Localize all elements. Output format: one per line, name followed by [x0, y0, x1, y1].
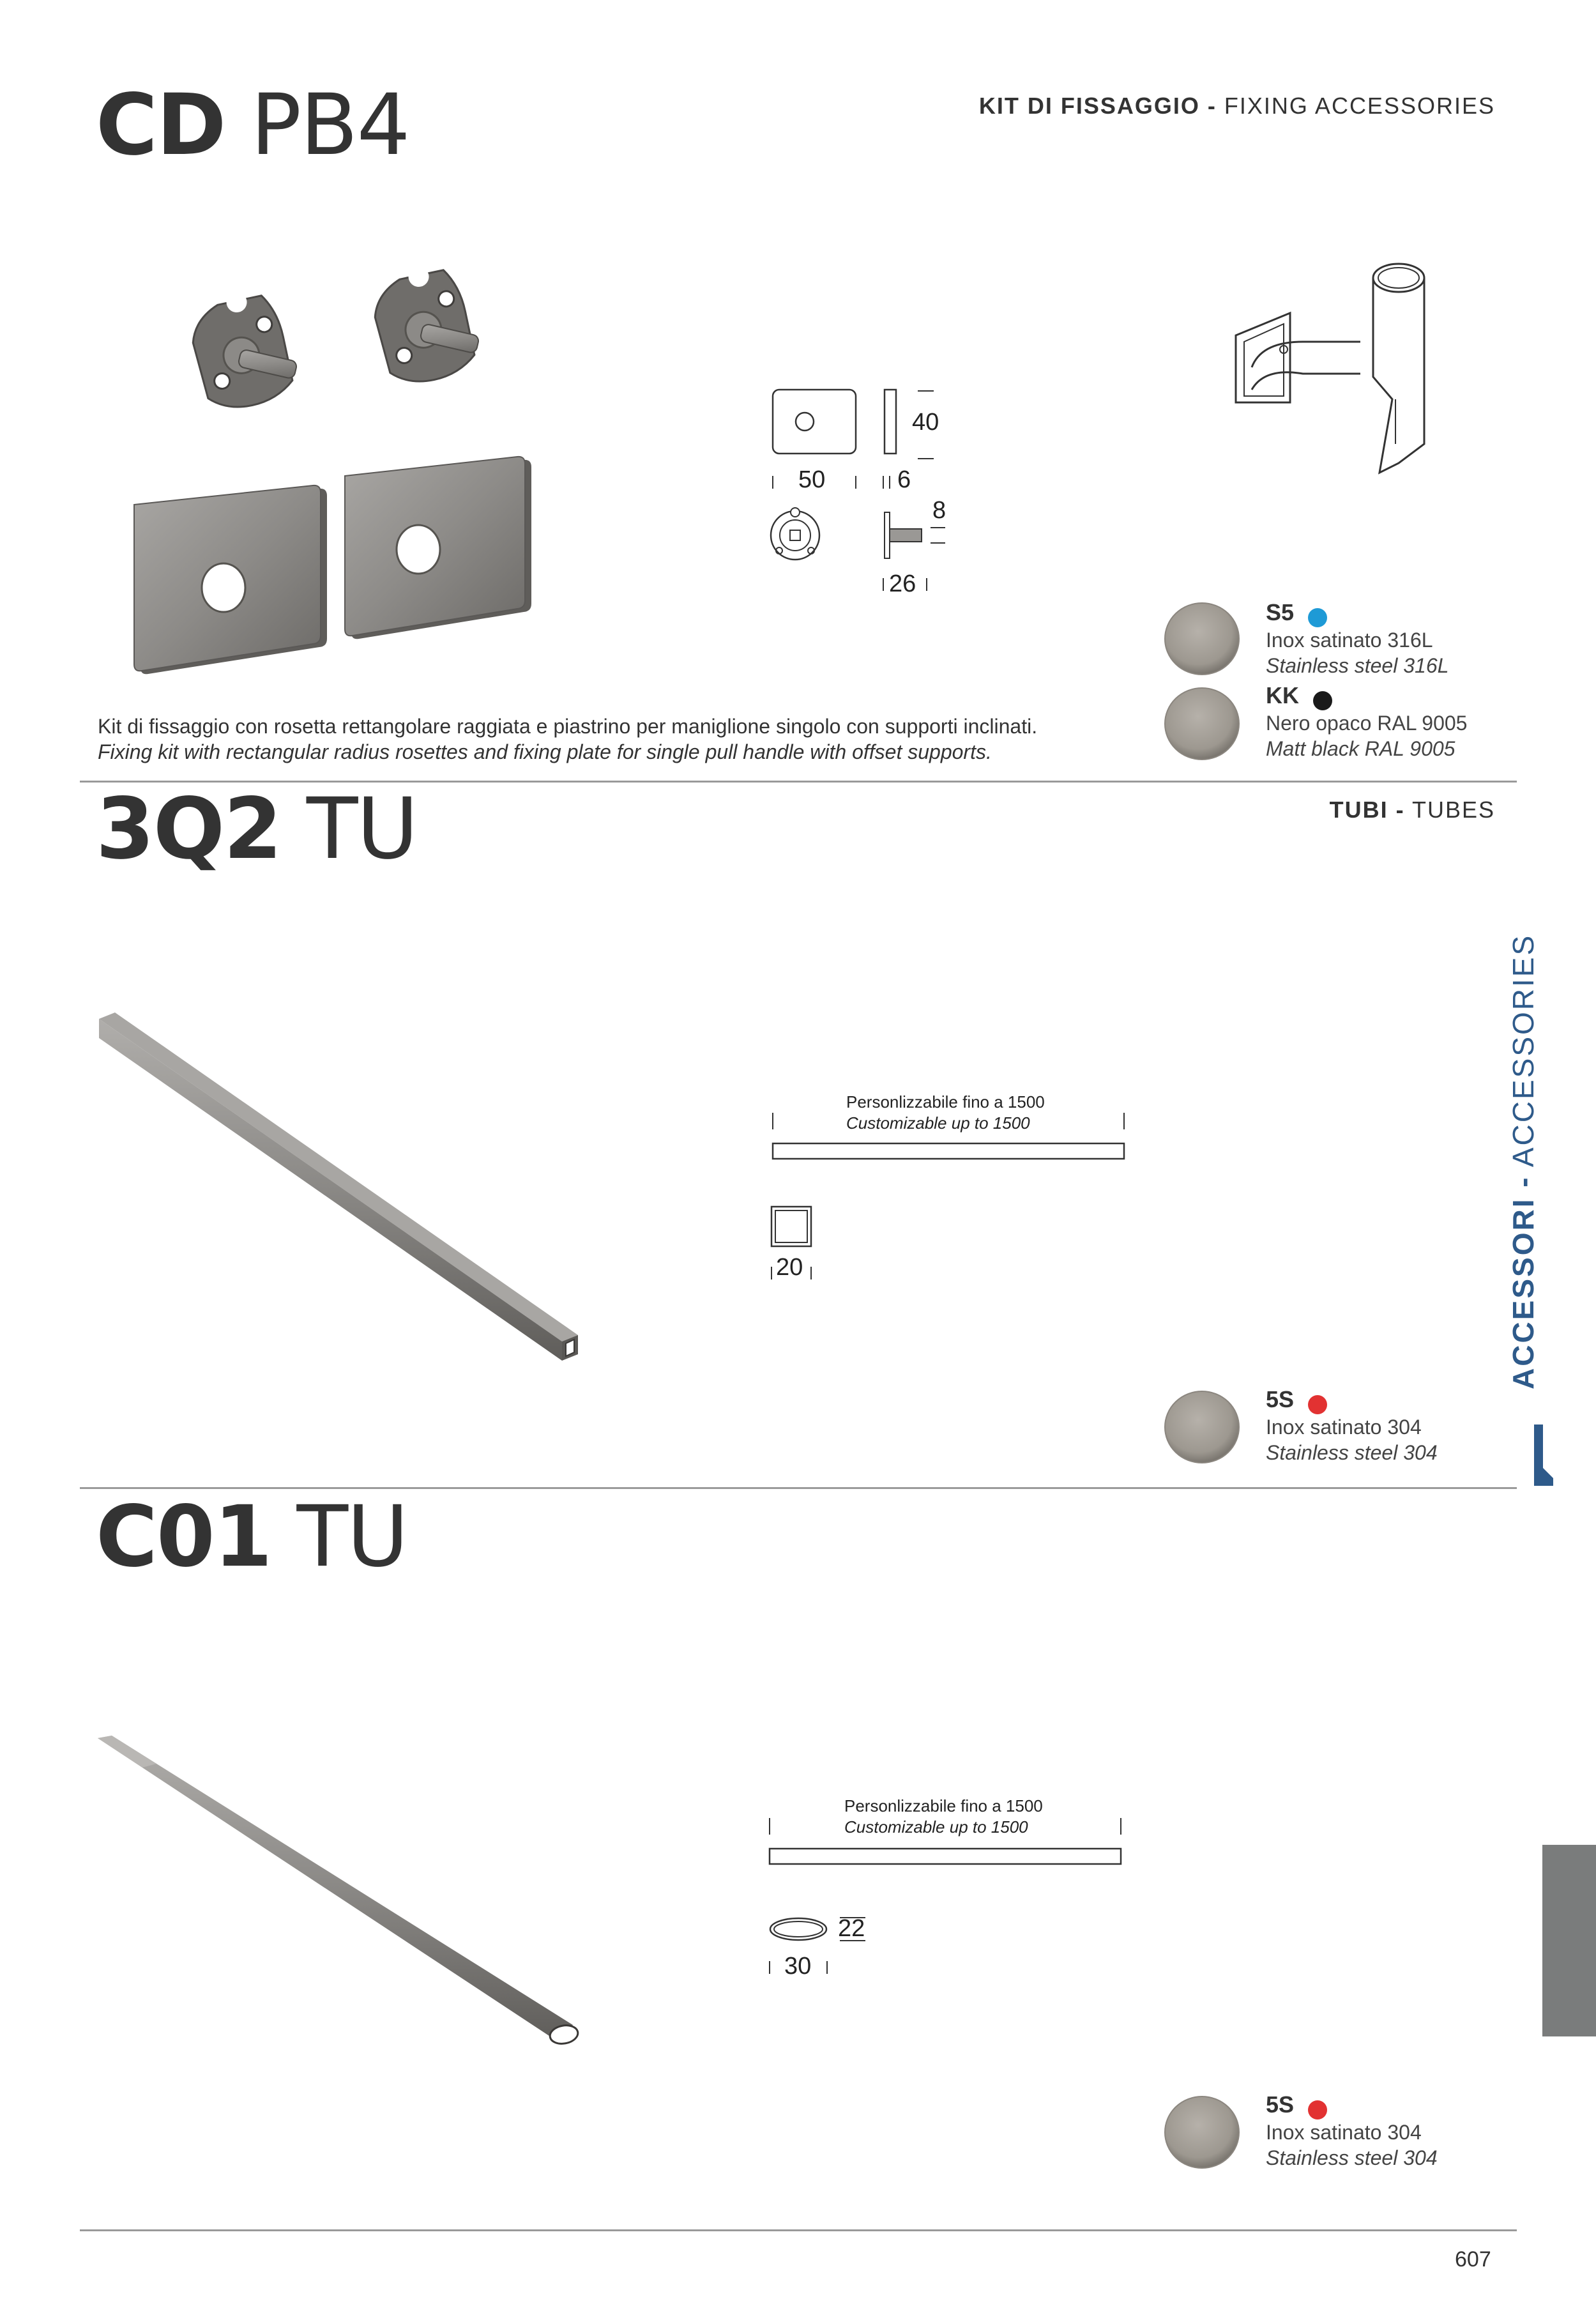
product-code: CD [96, 76, 225, 174]
product-variant: PB4 [250, 76, 409, 174]
dimension-height: 40 [912, 409, 939, 436]
dimension-width: 50 [798, 466, 826, 493]
product-variant: TU [296, 1488, 407, 1586]
tube-length-drawing [763, 1817, 1127, 1868]
finish-name-en: Stainless steel 304 [1266, 1440, 1438, 1464]
finish-name-en: Stainless steel 316L [1266, 653, 1449, 677]
finish-name-it: Inox satinato 316L [1266, 628, 1433, 652]
oval-tube-image [93, 1734, 588, 2057]
finish-color-dot [1308, 2100, 1327, 2120]
finish-5s [1266, 1386, 1438, 1465]
custom-length-en: Customizable up to 1500 [846, 1113, 1030, 1133]
description-en: Fixing kit with rectangular radius rosettes and fixing plate for single pull handle with offset supports. [98, 740, 992, 763]
category-light: FIXING ACCESSORIES [1224, 93, 1495, 119]
custom-length-it: Personlizzabile fino a 1500 [844, 1796, 1043, 1815]
product-code: C01 [96, 1488, 271, 1586]
rosette-left [185, 282, 305, 415]
section-title-cd-pb4 [96, 76, 409, 174]
dimension-thickness: 6 [897, 466, 911, 493]
finish-code: KK [1266, 682, 1299, 708]
finish-swatch-kk [1162, 685, 1242, 762]
product-description [98, 714, 1037, 765]
product-variant: TU [306, 780, 418, 878]
plate-right [345, 457, 531, 639]
footer-divider [80, 2229, 1517, 2231]
fixing-kit-image [128, 268, 575, 690]
side-tab-label [1506, 934, 1540, 1389]
plate-left [134, 485, 327, 674]
mounted-handle-drawing [1226, 252, 1443, 489]
section-title-c01-tu [96, 1488, 407, 1586]
category-bold: TUBI - [1329, 797, 1405, 823]
finish-5s [1266, 2091, 1438, 2171]
dimension-pin: 8 [932, 497, 946, 524]
category-light: TUBES [1411, 797, 1495, 823]
finish-color-dot [1308, 608, 1327, 627]
finish-code: 5S [1266, 2091, 1295, 2118]
square-tube-image [93, 1012, 588, 1370]
finish-name-en: Stainless steel 304 [1266, 2146, 1438, 2169]
finish-name-it: Inox satinato 304 [1266, 1415, 1422, 1439]
custom-length-it: Personlizzabile fino a 1500 [846, 1092, 1045, 1111]
section-title-3q2-tu [96, 780, 418, 878]
category-bold: KIT DI FISSAGGIO - [978, 93, 1217, 119]
dimension-minor: 22 [838, 1915, 865, 1942]
finish-kk [1266, 682, 1467, 761]
finish-swatch-5s [1162, 1389, 1242, 1465]
category-label [1330, 797, 1495, 823]
rosette-right [367, 268, 487, 389]
custom-length-en: Customizable up to 1500 [844, 1817, 1028, 1837]
tube-length-drawing [766, 1111, 1130, 1163]
finish-s5 [1266, 599, 1448, 678]
dimension-major: 30 [784, 1953, 812, 1980]
finish-name-it: Nero opaco RAL 9005 [1266, 711, 1468, 735]
dimension-pin-length: 26 [889, 570, 916, 597]
finish-color-dot [1308, 1395, 1327, 1414]
product-code: 3Q2 [96, 780, 281, 878]
gray-page-tab [1542, 1845, 1596, 2036]
description-it: Kit di fissaggio con rosetta rettangolare raggiata e piastrino per maniglione singolo con supporti inclinati. [98, 715, 1038, 738]
finish-code: S5 [1266, 599, 1295, 625]
side-tab-light: ACCESSORIES [1507, 933, 1540, 1168]
brand-logo-icon [1531, 1423, 1557, 1487]
page-number: 607 [1455, 2247, 1491, 2272]
dimension-side: 20 [776, 1254, 803, 1281]
finish-name-en: Matt black RAL 9005 [1266, 737, 1455, 760]
category-label [979, 93, 1495, 119]
finish-swatch-5s [1162, 2094, 1242, 2171]
finish-swatch-s5 [1162, 600, 1242, 677]
finish-code: 5S [1266, 1386, 1295, 1412]
finish-name-it: Inox satinato 304 [1266, 2120, 1422, 2144]
side-tab-bold: ACCESSORI - [1507, 1175, 1540, 1389]
finish-color-dot [1313, 691, 1332, 710]
